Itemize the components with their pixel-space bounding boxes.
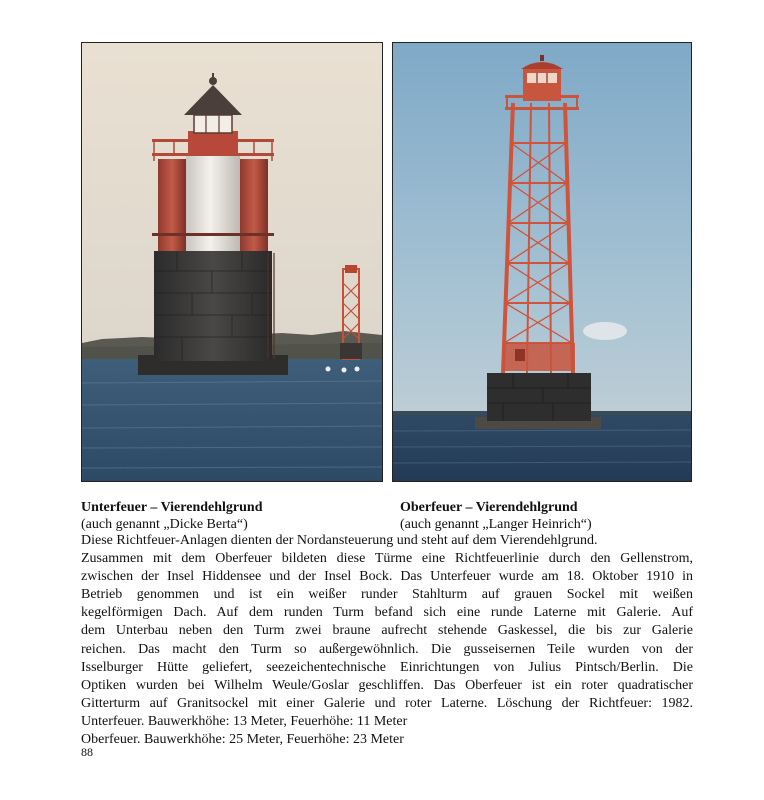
body-line: Isselburger Hütte geliefert, seezeichentechnische Einrichtungen von Julius Pintsch/Berlin. Die <box>81 659 693 675</box>
caption-subtitle: (auch genannt „Dicke Berta“) <box>81 517 248 532</box>
body-line: Zusammen mit dem Oberfeuer bildeten diese Türme eine Richtfeuerlinie durch den Gellenstrom, <box>81 551 693 567</box>
caption-oberfeuer <box>400 499 592 533</box>
unterfeuer-lighthouse-image <box>82 43 382 481</box>
body-line: Diese Richtfeuer-Anlagen dienten der Nordansteuerung und steht auf dem Vierendehlgrund. <box>81 533 598 548</box>
body-paragraph <box>81 532 693 749</box>
caption-unterfeuer <box>81 499 262 533</box>
body-line: reichen. Das macht den Turm so außergewöhnlich. Die gusseisernen Teile wurden von der <box>81 641 693 657</box>
caption-title: Oberfeuer – Vierendehlgrund <box>400 500 578 515</box>
body-line: kegelförmigen Dach. Auf dem runden Turm befand sich eine runde Laterne mit Galerie. Auf <box>81 605 693 621</box>
body-line: zwischen der Insel Hiddensee und der Insel Bock. Das Unterfeuer wurde am 18. Oktober 1910 in <box>81 569 693 585</box>
photo-unterfeuer <box>81 42 383 482</box>
body-line: Oberfeuer. Bauwerkhöhe: 25 Meter, Feuerhöhe: 23 Meter <box>81 732 404 748</box>
caption-subtitle: (auch genannt „Langer Heinrich“) <box>400 517 592 532</box>
caption-title: Unterfeuer – Vierendehlgrund <box>81 500 263 515</box>
page-number: 88 <box>81 745 93 759</box>
body-line: Betrieb genommen und ist ein weißer runder Stahlturm auf grauen Sockel mit weißen <box>81 587 693 603</box>
body-line: Unterfeuer. Bauwerkhöhe: 13 Meter, Feuerhöhe: 11 Meter <box>81 713 408 729</box>
body-line: dem Unterbau neben den Turm zwei braune aufrecht stehende Gaskessel, die bis zur Galerie <box>81 623 693 639</box>
photo-oberfeuer <box>392 42 692 482</box>
body-line: Optiken wurden bei Wilhelm Weule/Goslar geschliffen. Das Oberfeuer ist ein roter quadratischer <box>81 677 693 693</box>
oberfeuer-lighthouse-image <box>393 43 691 481</box>
body-line: Gitterturm auf Granitsockel mit einer Galerie und roter Laterne. Löschung der Richtfeuer: 1982. <box>81 695 693 711</box>
